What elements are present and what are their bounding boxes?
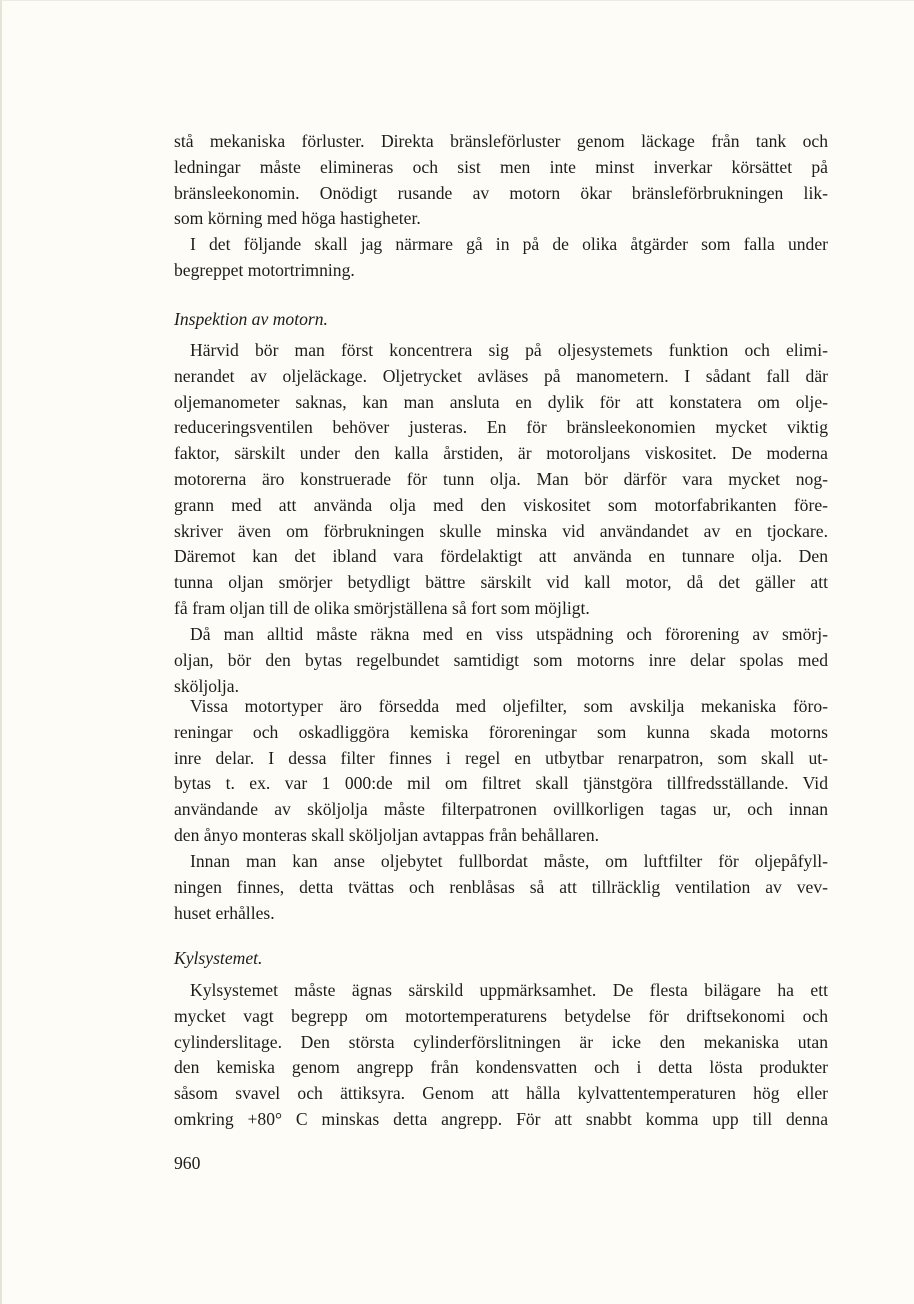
text-line: Härvid bör man först koncentrera sig på oljesystemets funktion och elimi-	[190, 340, 828, 360]
text-line: grann med att använda olja med den viskositet som motorfabrikanten före-	[174, 494, 828, 515]
paragraph-engine-tuning-intro	[174, 232, 828, 284]
text-line: Däremot kan det ibland vara fördelaktigt att använda en tunnare olja. Den	[174, 546, 828, 567]
text-line: faktor, särskilt under den kalla årstiden, är motoroljans viskositet. De moderna	[174, 443, 828, 464]
text-line: stå mekaniska förluster. Direkta bränsleförluster genom läckage från tank och	[174, 131, 828, 151]
text-line: oljemanometer saknas, kan man ansluta en dylik för att konstatera om olje-	[174, 391, 828, 412]
text-line: nerandet av oljeläckage. Oljetrycket avläses på manometern. I sådant fall där	[174, 365, 828, 386]
text-line: sköljolja.	[174, 675, 239, 696]
text-line: begreppet motortrimning.	[174, 259, 355, 280]
text-line: Då man alltid måste räkna med en viss utspädning och förorening av smörj-	[190, 624, 828, 644]
text-line: cylinderslitage. Den största cylinderförslitningen är icke den mekaniska utan	[174, 1031, 828, 1052]
text-line: mycket vagt begrepp om motortemperaturens betydelse för driftsekonomi och	[174, 1005, 828, 1026]
text-line: reningar och oskadliggöra kemiska föroreningar som kunna skada motorns	[174, 721, 828, 742]
paragraph-oil-system	[174, 338, 828, 622]
text-line: ledningar måste elimineras och sist men inte minst inverkar körsättet på	[174, 156, 828, 177]
text-line: bränsleekonomin. Onödigt rusande av motorn ökar bränsleförbrukningen lik-	[174, 182, 828, 203]
text-line: Innan man kan anse oljebytet fullbordat måste, om luftfilter för oljepåfyll-	[190, 851, 828, 871]
text-line: huset erhålles.	[174, 902, 275, 923]
text-line: få fram oljan till de olika smörjställena så fort som möjligt.	[174, 597, 590, 618]
text-line: den ånyo monteras skall sköljoljan avtappas från behållaren.	[174, 824, 600, 845]
text-line: inre delar. I dessa filter finnes i regel en utbytbar renarpatron, som skall ut-	[174, 747, 828, 768]
paragraph-oil-change	[174, 622, 828, 699]
text-line: såsom svavel och ättiksyra. Genom att hålla kylvattentemperaturen hög eller	[174, 1083, 828, 1104]
paragraph-air-filter	[174, 849, 828, 926]
text-line: I det följande skall jag närmare gå in på de olika åtgärder som falla under	[190, 234, 828, 254]
page-number: 960	[174, 1153, 201, 1173]
text-line: ningen finnes, detta tvättas och renblåsas så att tillräcklig ventilation av vev-	[174, 876, 828, 897]
text-line: skriver även om förbrukningen skulle minska vid användandet av en tjockare.	[174, 520, 828, 541]
text-line: tunna oljan smörjer betydligt bättre särskilt vid kall motor, då det gäller att	[174, 572, 828, 593]
text-line: Kylsystemet måste ägnas särskild uppmärksamhet. De flesta bilägare ha ett	[190, 980, 828, 1000]
text-line: reduceringsventilen behöver justeras. En för bränsleekonomien mycket viktig	[174, 417, 828, 438]
paragraph-fuel-losses	[174, 129, 828, 232]
section-heading-engine-inspection: Inspektion av motorn.	[174, 309, 328, 329]
paragraph-cooling-system	[174, 978, 828, 1133]
text-line: bytas t. ex. var 1 000:de mil om filtret skall tjänstgöra tillfredsställande. Vid	[174, 773, 828, 794]
text-line: den kemiska genom angrepp från kondensvatten och i detta lösta produkter	[174, 1057, 828, 1078]
text-line: Vissa motortyper äro försedda med oljefilter, som avskilja mekaniska föro-	[190, 696, 828, 716]
text-line: oljan, bör den bytas regelbundet samtidigt som motorns inre delar spolas med	[174, 649, 828, 670]
section-heading-cooling-system: Kylsystemet.	[174, 948, 263, 968]
text-line: omkring +80° C minskas detta angrepp. För att snabbt komma upp till denna	[174, 1108, 828, 1129]
text-line: motorerna äro konstruerade för tunn olja. Man bör därför vara mycket nog-	[174, 468, 828, 489]
text-line: som körning med höga hastigheter.	[174, 208, 421, 229]
paragraph-oil-filter	[174, 694, 828, 849]
text-line: användande av sköljolja måste filterpatronen ovillkorligen tagas ur, och innan	[174, 799, 828, 820]
